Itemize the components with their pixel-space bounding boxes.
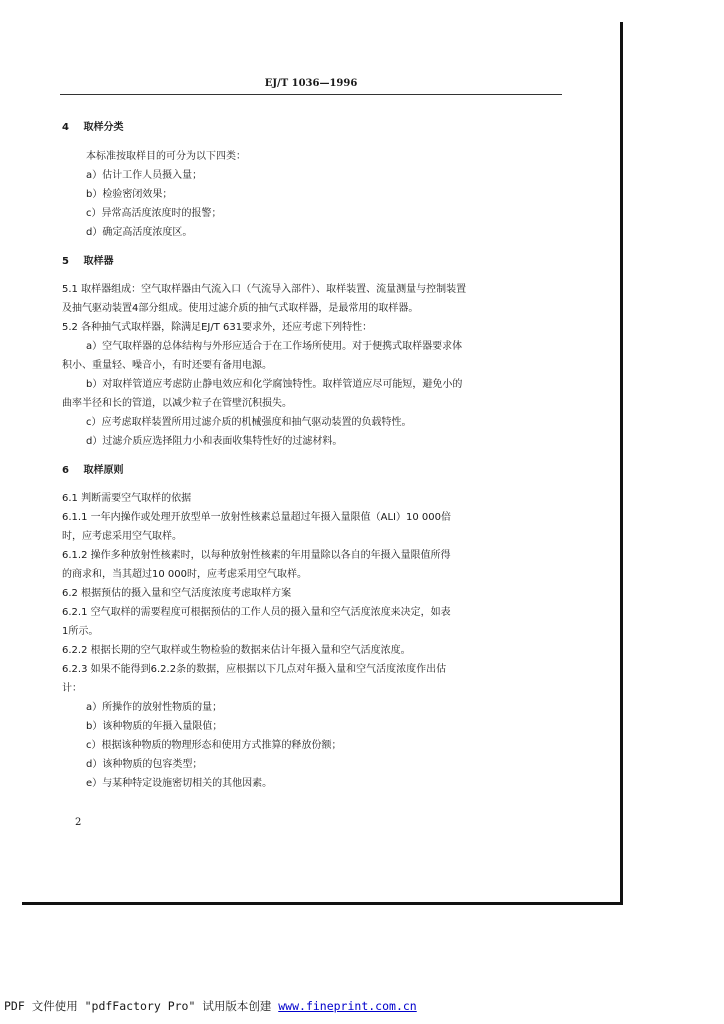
page-number: 2 — [75, 817, 82, 828]
section-4-heading — [62, 121, 562, 135]
clause-6-2-3-line-2: 计： — [62, 683, 82, 694]
clause-6-1: 6.1 判断需要空气取样的依据 — [62, 493, 192, 504]
clause-6-1-1-line-1: 6.1.1 一年内操作或处理开放型单一放射性核素总量超过年摄入量限值（ALI）10 000倍 — [62, 512, 451, 523]
footer-text: PDF 文件使用 "pdfFactory Pro" 试用版本创建 — [4, 999, 279, 1013]
clause-6-1-2-line-2: 的商求和，当其超过10 000时，应考虑采用空气取样。 — [62, 569, 307, 580]
clause-6-2-3-item-b: b）该种物质的年摄入量限值； — [86, 721, 223, 732]
footer-link[interactable]: www.fineprint.com.cn — [278, 999, 417, 1013]
page-border-bottom — [22, 902, 623, 905]
clause-6-2-3-item-d: d）该种物质的包容类型； — [86, 759, 203, 770]
header-rule — [60, 94, 562, 95]
section-4-item-c: c）异常高活度浓度时的报警； — [86, 208, 222, 219]
clause-6-2-3-line-1: 6.2.3 如果不能得到6.2.2条的数据，应根据以下几点对年摄入量和空气活度浓度作出估 — [62, 664, 447, 675]
clause-6-2-2: 6.2.2 根据长期的空气取样或生物检验的数据来估计年摄入量和空气活度浓度。 — [62, 645, 411, 656]
section-4-item-d: d）确定高活度浓度区。 — [86, 227, 193, 238]
clause-5-2-d: d）过滤介质应选择阻力小和表面收集特性好的过滤材料。 — [86, 436, 343, 447]
clause-6-2: 6.2 根据预估的摄入量和空气活度浓度考虑取样方案 — [62, 588, 292, 599]
clause-5-1-line-1: 5.1 取样器组成：空气取样器由气流入口（气流导入部件）、取样装置、流量测量与控制装置 — [62, 284, 467, 295]
clause-5-2-b-line-1: b）对取样管道应考虑防止静电效应和化学腐蚀特性。取样管道应尽可能短，避免小的 — [86, 379, 463, 390]
clause-5-2: 5.2 各种抽气式取样器，除满足EJ/T 631要求外，还应考虑下列特性： — [62, 322, 373, 333]
clause-6-1-1-line-2: 时，应考虑采用空气取样。 — [62, 531, 182, 542]
clause-5-2-a-line-1: a）空气取样器的总体结构与外形应适合于在工作场所使用。对于便携式取样器要求体 — [86, 341, 463, 352]
standard-code-header: EJ/T 1036—1996 — [264, 78, 358, 89]
section-6-title: 取样原则 — [83, 465, 124, 476]
clause-6-2-1-line-2: 1所示。 — [62, 626, 99, 637]
clause-5-1-line-2: 及抽气驱动装置4部分组成。使用过滤介质的抽气式取样器，是最常用的取样器。 — [62, 303, 419, 314]
clause-5-2-b-line-2: 曲率半径和长的管道，以减少粒子在管壁沉积损失。 — [62, 398, 292, 409]
clause-6-1-2-line-1: 6.1.2 操作多种放射性核素时，以每种放射性核素的年用量除以各自的年摄入量限值所得 — [62, 550, 451, 561]
section-4-number: 4 — [62, 122, 69, 133]
section-4-intro: 本标准按取样目的可分为以下四类： — [86, 151, 246, 162]
clause-5-2-c: c）应考虑取样装置所用过滤介质的机械强度和抽气驱动装置的负载特性。 — [86, 417, 412, 428]
clause-6-2-3-item-a: a）所操作的放射性物质的量； — [86, 702, 223, 713]
section-5-number: 5 — [62, 256, 69, 267]
clause-6-2-3-item-c: c）根据该种物质的物理形态和使用方式推算的释放份额； — [86, 740, 342, 751]
clause-5-2-a-line-2: 积小、重量轻、噪音小，有时还要有备用电源。 — [62, 360, 272, 371]
section-4-item-b: b）检验密闭效果； — [86, 189, 173, 200]
clause-6-2-3-item-e: e）与某种特定设施密切相关的其他因素。 — [86, 778, 273, 789]
section-6-number: 6 — [62, 465, 69, 476]
page-border-right — [620, 22, 623, 905]
section-5-heading — [62, 255, 562, 269]
section-6-heading — [62, 464, 562, 478]
clause-6-2-1-line-1: 6.2.1 空气取样的需要程度可根据预估的工作人员的摄入量和空气活度浓度来决定，如表 — [62, 607, 451, 618]
pdf-watermark-footer — [4, 998, 417, 1014]
section-4-title: 取样分类 — [83, 122, 124, 133]
section-5-title: 取样器 — [83, 256, 114, 267]
section-4-item-a: a）估计工作人员摄入量； — [86, 170, 203, 181]
